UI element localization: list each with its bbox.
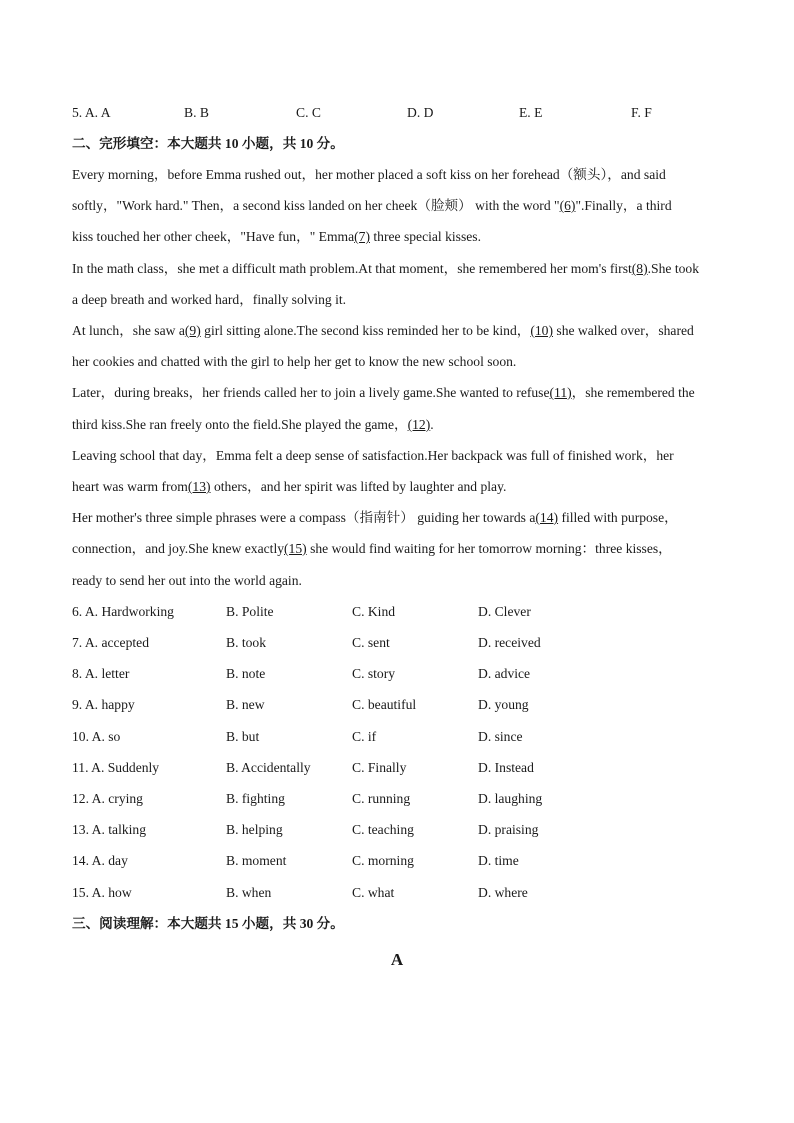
- passage-line-6: [72, 323, 694, 339]
- q5-option-e[interactable]: E. E: [519, 105, 543, 120]
- q12-option-c[interactable]: C. running: [352, 791, 411, 806]
- blank-8[interactable]: (8): [631, 261, 648, 276]
- q6-option-c[interactable]: C. Kind: [352, 604, 396, 619]
- q15-option-c[interactable]: C. what: [352, 885, 395, 900]
- q11-option-c[interactable]: C. Finally: [352, 760, 407, 775]
- passage-line-9: [72, 417, 434, 433]
- q5-option-c[interactable]: C. C: [296, 105, 321, 120]
- passage-text: she would find waiting for her tomorrow morning：three kisses，: [306, 541, 672, 556]
- passage-line-5: a deep breath and worked hard，finally solving it.: [72, 292, 347, 307]
- blank-6[interactable]: (6): [559, 198, 576, 213]
- passage-line-10: Leaving school that day，Emma felt a deep sense of satisfaction.Her backpack was full of finished work，her: [72, 448, 674, 463]
- passage-text: softly，"Work hard." Then，a second kiss landed on her cheek（脸颊） with the word ": [72, 198, 560, 213]
- q9-option-b[interactable]: B. new: [226, 697, 265, 712]
- q9-option-c[interactable]: C. beautiful: [352, 697, 417, 712]
- q11-option-a[interactable]: 11. A. Suddenly: [72, 760, 160, 775]
- q6-option-b[interactable]: B. Polite: [226, 604, 274, 619]
- q9-option-a[interactable]: 9. A. happy: [72, 697, 135, 712]
- passage-text: Her mother's three simple phrases were a compass（指南针） guiding her towards a: [72, 510, 536, 525]
- passage-text: three special kisses.: [370, 229, 481, 244]
- q10-option-a[interactable]: 10. A. so: [72, 729, 121, 744]
- q5-option-d[interactable]: D. D: [407, 105, 434, 120]
- passage-text: In the math class，she met a difficult math problem.At that moment，she remembered her mom's first: [72, 261, 632, 276]
- blank-7[interactable]: (7): [354, 229, 370, 244]
- q14-option-a[interactable]: 14. A. day: [72, 853, 128, 868]
- blank-15[interactable]: (15): [284, 541, 307, 556]
- q9-option-d[interactable]: D. young: [478, 697, 529, 712]
- passage-text: ，she remembered the: [571, 385, 695, 400]
- q12-option-a[interactable]: 12. A. crying: [72, 791, 143, 806]
- passage-line-4: [72, 261, 699, 277]
- q8-option-a[interactable]: 8. A. letter: [72, 666, 130, 681]
- q5-option-a[interactable]: 5. A. A: [72, 105, 111, 120]
- passage-line-2: [72, 198, 672, 214]
- q8-option-c[interactable]: C. story: [352, 666, 396, 681]
- blank-14[interactable]: (14): [535, 510, 559, 525]
- q11-option-d[interactable]: D. Instead: [478, 760, 534, 775]
- passage-line-12: [72, 510, 678, 526]
- q5-option-f[interactable]: F. F: [631, 105, 652, 120]
- passage-text: filled with purpose，: [558, 510, 678, 525]
- blank-9[interactable]: (9): [184, 323, 201, 338]
- q7-option-a[interactable]: 7. A. accepted: [72, 635, 149, 650]
- blank-10[interactable]: (10): [530, 323, 553, 338]
- passage-a-title: A: [390, 950, 404, 969]
- q8-option-b[interactable]: B. note: [226, 666, 266, 681]
- q10-option-c[interactable]: C. if: [352, 729, 377, 744]
- passage-line-3: [72, 229, 481, 245]
- q14-option-b[interactable]: B. moment: [226, 853, 287, 868]
- q8-option-d[interactable]: D. advice: [478, 666, 531, 681]
- blank-12[interactable]: (12): [407, 417, 431, 432]
- q14-option-c[interactable]: C. morning: [352, 853, 414, 868]
- q6-option-d[interactable]: D. Clever: [478, 604, 531, 619]
- passage-text: Later，during breaks，her friends called her to join a lively game.She wanted to refuse: [72, 385, 550, 400]
- passage-line-14: ready to send her out into the world again.: [72, 573, 302, 588]
- passage-line-8: [72, 385, 695, 401]
- passage-text: third kiss.She ran freely onto the field.She played the game，: [72, 417, 408, 432]
- q13-option-a[interactable]: 13. A. talking: [72, 822, 147, 837]
- q15-option-b[interactable]: B. when: [226, 885, 272, 900]
- passage-text: connection，and joy.She knew exactly: [72, 541, 285, 556]
- q7-option-b[interactable]: B. took: [226, 635, 267, 650]
- passage-text: she walked over，shared: [553, 323, 694, 338]
- q10-option-d[interactable]: D. since: [478, 729, 523, 744]
- passage-text: ".Finally，a third: [575, 198, 672, 213]
- q7-option-c[interactable]: C. sent: [352, 635, 390, 650]
- q12-option-b[interactable]: B. fighting: [226, 791, 285, 806]
- blank-11[interactable]: (11): [549, 385, 572, 400]
- passage-text: At lunch，she saw a: [72, 323, 185, 338]
- passage-text: .: [430, 417, 434, 432]
- q15-option-a[interactable]: 15. A. how: [72, 885, 132, 900]
- passage-line-1: Every morning，before Emma rushed out，her mother placed a soft kiss on her forehead（额头），and said: [72, 167, 666, 182]
- passage-text: .She took: [647, 261, 699, 276]
- q6-option-a[interactable]: 6. A. Hardworking: [72, 604, 174, 619]
- q11-option-b[interactable]: B. Accidentally: [226, 760, 311, 775]
- passage-text: kiss touched her other cheek，"Have fun，" Emma: [72, 229, 355, 244]
- section-3-heading: 三、阅读理解：本大题共 15 小题，共 30 分。: [72, 916, 344, 931]
- q14-option-d[interactable]: D. time: [478, 853, 519, 868]
- q5-option-b[interactable]: B. B: [184, 105, 209, 120]
- q10-option-b[interactable]: B. but: [226, 729, 260, 744]
- passage-text: others，and her spirit was lifted by laughter and play.: [210, 479, 507, 494]
- section-2-heading: 二、完形填空：本大题共 10 小题，共 10 分。: [72, 136, 344, 151]
- blank-13[interactable]: (13): [187, 479, 211, 494]
- q13-option-d[interactable]: D. praising: [478, 822, 539, 837]
- q12-option-d[interactable]: D. laughing: [478, 791, 543, 806]
- q15-option-d[interactable]: D. where: [478, 885, 528, 900]
- q7-option-d[interactable]: D. received: [478, 635, 541, 650]
- q13-option-b[interactable]: B. helping: [226, 822, 283, 837]
- passage-line-11: [72, 479, 506, 495]
- q13-option-c[interactable]: C. teaching: [352, 822, 414, 837]
- passage-text: girl sitting alone.The second kiss reminded her to be kind，: [200, 323, 531, 338]
- passage-text: heart was warm from: [72, 479, 188, 494]
- passage-line-13: [72, 541, 672, 557]
- passage-line-7: her cookies and chatted with the girl to help her get to know the new school soon.: [72, 354, 517, 369]
